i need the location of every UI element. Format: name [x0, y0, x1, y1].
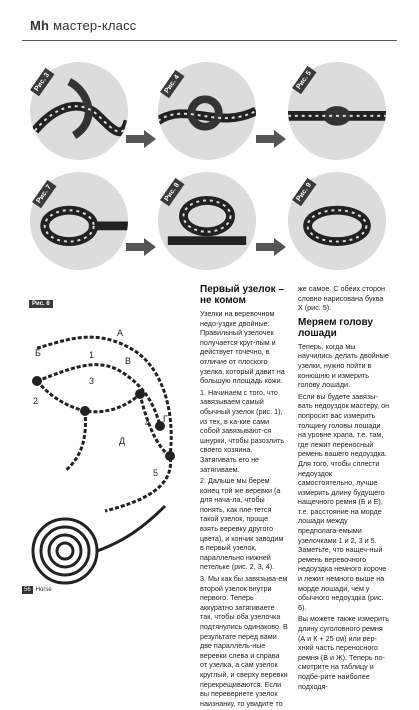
arrow-right-icon — [256, 238, 286, 256]
article-paragraph: Узелки на веревочном недо-уздке двойные. Правильный узелочек получается круг-лым и действует точечно, в отличие от плоского узелка, который давит на большую площадь кожи. — [200, 309, 285, 386]
fig7-label: Рис. 7 — [32, 180, 56, 208]
article-paragraph: Вы можете также измерить длину суголовного ремня (А и К + 25 см) или вер-хний часть переносного ремня (В и Ж). Теперь по-смотрите на таблицу и подбе-рите наиболее подходя- — [298, 614, 390, 691]
magazine-section — [30, 18, 137, 33]
article-column-1 — [200, 284, 288, 710]
number-2: 2 — [33, 396, 39, 406]
letter-v: В — [125, 356, 132, 366]
article-title: Первый узелок – не комом — [200, 284, 284, 306]
letter-d: Д — [119, 436, 126, 446]
letter-b: Б — [35, 348, 41, 358]
magazine-brand: Horse — [35, 587, 52, 593]
halter-rope-drawing — [25, 296, 195, 598]
article-paragraph: 2. Дальше мы берем конец той же веревки (а для нача-ла, чтобы понять, как пле-тется такой узелок, проще взять веревку другого цвета), и кончик заводим в первый узелок, параллельно нижней петельке (рис. 2, 3, 4). — [200, 476, 284, 572]
arrow-right-icon — [256, 130, 286, 148]
page-number: 56 — [24, 587, 31, 593]
fig3-label: Рис. 3 — [30, 68, 54, 96]
fig9-label: Рис. 9 — [292, 178, 316, 206]
letter-g: Г — [163, 414, 168, 424]
number-1: 1 — [89, 350, 95, 360]
number-3: 3 — [89, 376, 95, 386]
section-title: мастер-класс — [53, 18, 137, 33]
magazine-logo: Mh — [30, 18, 50, 33]
arrow-right-icon — [126, 238, 156, 256]
article-paragraph: 3. Мы как бы завязыва-ем второй узелок внутри первого. Теперь аккуратно затягиваете так, чтобы оба узелочка подтянулись одинаково. В результате перед вами две параллель-ные веревки слева и справа от узелка, а сам узелок круглый, и сверху веревки перекрещиваются. Если вы перевернете узелок наизнанку, то увидите то — [200, 574, 288, 708]
article-subtitle: Меряем голову лошади — [298, 316, 373, 339]
arrow-right-icon — [126, 130, 156, 148]
article-paragraph: 1. Начинаем с того, что завязываем самый обычный узелок (рис. 1), из тех, в ка-кие сами собой завязывают-ся шнурки, чтобы разозлить своего хозяина. Затягивать его не затягиваем. — [200, 387, 285, 474]
article-paragraph: Если вы будете завязы-вать недоуздок мастеру, он попросит вас измерить толщину головы лошади на уровне храпа, т.е. там, где лежит переносный ремень вашего недоуздка. Для того, чтобы сплести недоуздок самостоятельно, лучше измерить длину будущего нащечного ремня (Б и Е), т.е. расстояние на морде лошади между предполага-емыми узелочками 1 и 2, 3 и 5. Заметьте, что нащеч-ный ремень веревочного недоуздка немного короче и лежит немного выше на морде лошади, чем у обычного недоуздка (рис. 6). — [298, 391, 390, 612]
page-header — [0, 0, 419, 44]
fig5-label: Рис. 5 — [292, 66, 316, 94]
page-footer — [22, 586, 52, 594]
number-5: 5 — [153, 468, 159, 478]
header-rule — [22, 40, 397, 41]
article-paragraph: Теперь, когда мы научились делать двойные узелки, нужно пойти в конюшню и измерить голову лошади. — [298, 341, 389, 390]
letter-a: А — [117, 328, 124, 338]
fig4-label: Рис. 4 — [160, 70, 184, 98]
article-paragraph: же самое. С обеих сторон словно нарисована буква Х (рис. 5). — [298, 284, 385, 313]
halter-diagram — [25, 296, 195, 598]
fig8-label: Рис. 8 — [160, 178, 184, 206]
fig6-label: Рис. 6 — [29, 300, 53, 308]
number-4: 4 — [145, 418, 151, 428]
article-column-2 — [298, 284, 390, 693]
